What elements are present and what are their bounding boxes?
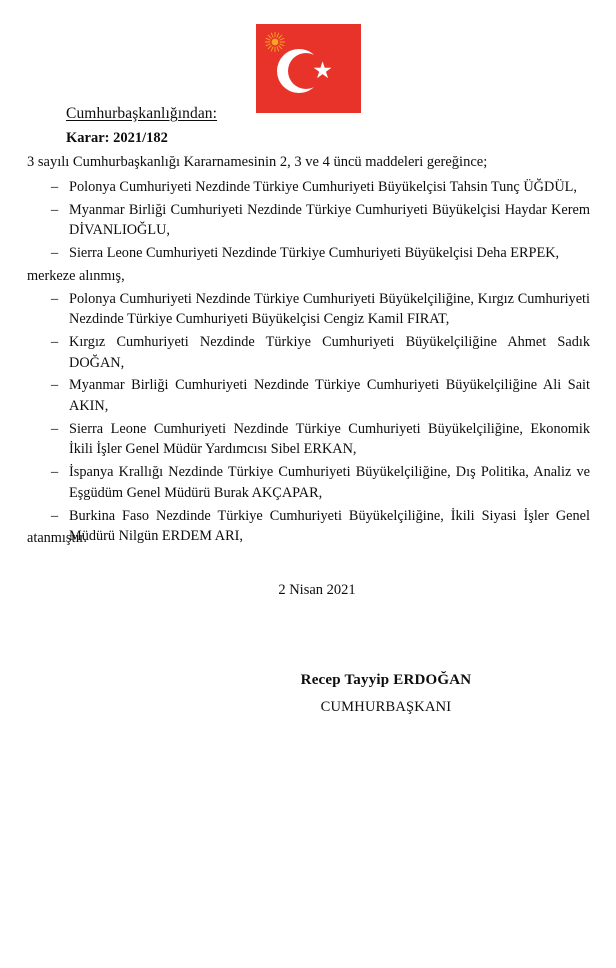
dash-bullet-icon: – [51, 245, 59, 262]
flag-header [0, 24, 616, 113]
list-item [27, 506, 590, 547]
list-item-text: Sierra Leone Cumhuriyeti Nezdinde Türkiye Cumhuriyeti Büyükelçisi Deha ERPEK, [69, 245, 560, 262]
dash-bullet-icon: – [51, 464, 59, 481]
decision-date: 2 Nisan 2021 [278, 582, 356, 598]
dash-bullet-icon: – [51, 179, 59, 195]
list-item [27, 332, 590, 373]
dash-bullet-icon: – [51, 377, 59, 394]
appointment-list [27, 177, 590, 549]
list-item-text: merkeze alınmış, [27, 267, 125, 284]
list-item [27, 289, 590, 330]
dash-bullet-icon: – [51, 334, 59, 351]
heading-block [66, 104, 217, 148]
dash-bullet-icon: – [51, 507, 59, 524]
list-item-text: Sierra Leone Cumhuriyeti Nezdinde Türkiye Cumhuriyeti Büyükelçiliğine, Ekonomik İkili İşler Genel Müdür Yardımcısı Sibel ERKAN, [69, 420, 590, 458]
dash-bullet-icon: – [51, 420, 59, 437]
signer-name: Recep Tayyip ERDOĞAN [300, 672, 472, 688]
list-item [27, 200, 590, 241]
list-item-text: İspanya Krallığı Nezdinde Türkiye Cumhuriyeti Büyükelçiliğine, Dış Politika, Analiz ve Eşgüdüm Genel Müdürü Burak AKÇAPAR, [69, 464, 590, 501]
list-item-text: Burkina Faso Nezdinde Türkiye Cumhuriyeti Büyükelçiliğine, İkili Siyasi İşler Genel Müdürü Nilgün ERDEM ARI, [69, 507, 590, 545]
signature-block [0, 670, 616, 717]
signer-title: CUMHURBAŞKANI [320, 699, 452, 715]
presidential-sun-icon [264, 31, 286, 53]
list-item-text: Kırgız Cumhuriyeti Nezdinde Türkiye Cumhuriyeti Büyükelçiliğine Ahmet Sadık DOĞAN, [69, 334, 590, 371]
list-item-text: Myanmar Birliği Cumhuriyeti Nezdinde Türkiye Cumhuriyeti Büyükelçisi Haydar Kerem DİVANLIOĞLU, [69, 201, 590, 239]
star-icon: ★ [312, 58, 333, 84]
list-note-line [27, 266, 590, 287]
turkish-flag-icon [256, 24, 361, 113]
list-item [27, 177, 590, 198]
office-heading: Cumhurbaşkanlığından: [66, 105, 218, 122]
dash-bullet-icon: – [51, 290, 59, 307]
list-item [27, 375, 590, 416]
list-item-text: Polonya Cumhuriyeti Nezdinde Türkiye Cumhuriyeti Büyükelçisi Tahsin Tunç ÜĞDÜL, [69, 179, 577, 195]
list-item [27, 462, 590, 503]
list-item [27, 243, 590, 264]
closing-line: atanmıştır. [27, 530, 87, 546]
dash-bullet-icon: – [51, 201, 59, 218]
decision-number: Karar: 2021/182 [66, 130, 168, 146]
list-item [27, 419, 590, 460]
list-item-text: Myanmar Birliği Cumhuriyeti Nezdinde Türkiye Cumhuriyeti Büyükelçiliğine Ali Sait AKIN, [69, 377, 590, 415]
list-item-text: Polonya Cumhuriyeti Nezdinde Türkiye Cumhuriyeti Büyükelçiliğine, Kırgız Cumhuriyeti Nezdinde Türkiye Cumhuriyeti Büyükelçisi Cengiz Kamil FIRAT, [69, 290, 590, 328]
intro-paragraph: 3 sayılı Cumhurbaşkanlığı Kararnamesinin 2, 3 ve 4 üncü maddeleri gereğince; [27, 154, 488, 170]
